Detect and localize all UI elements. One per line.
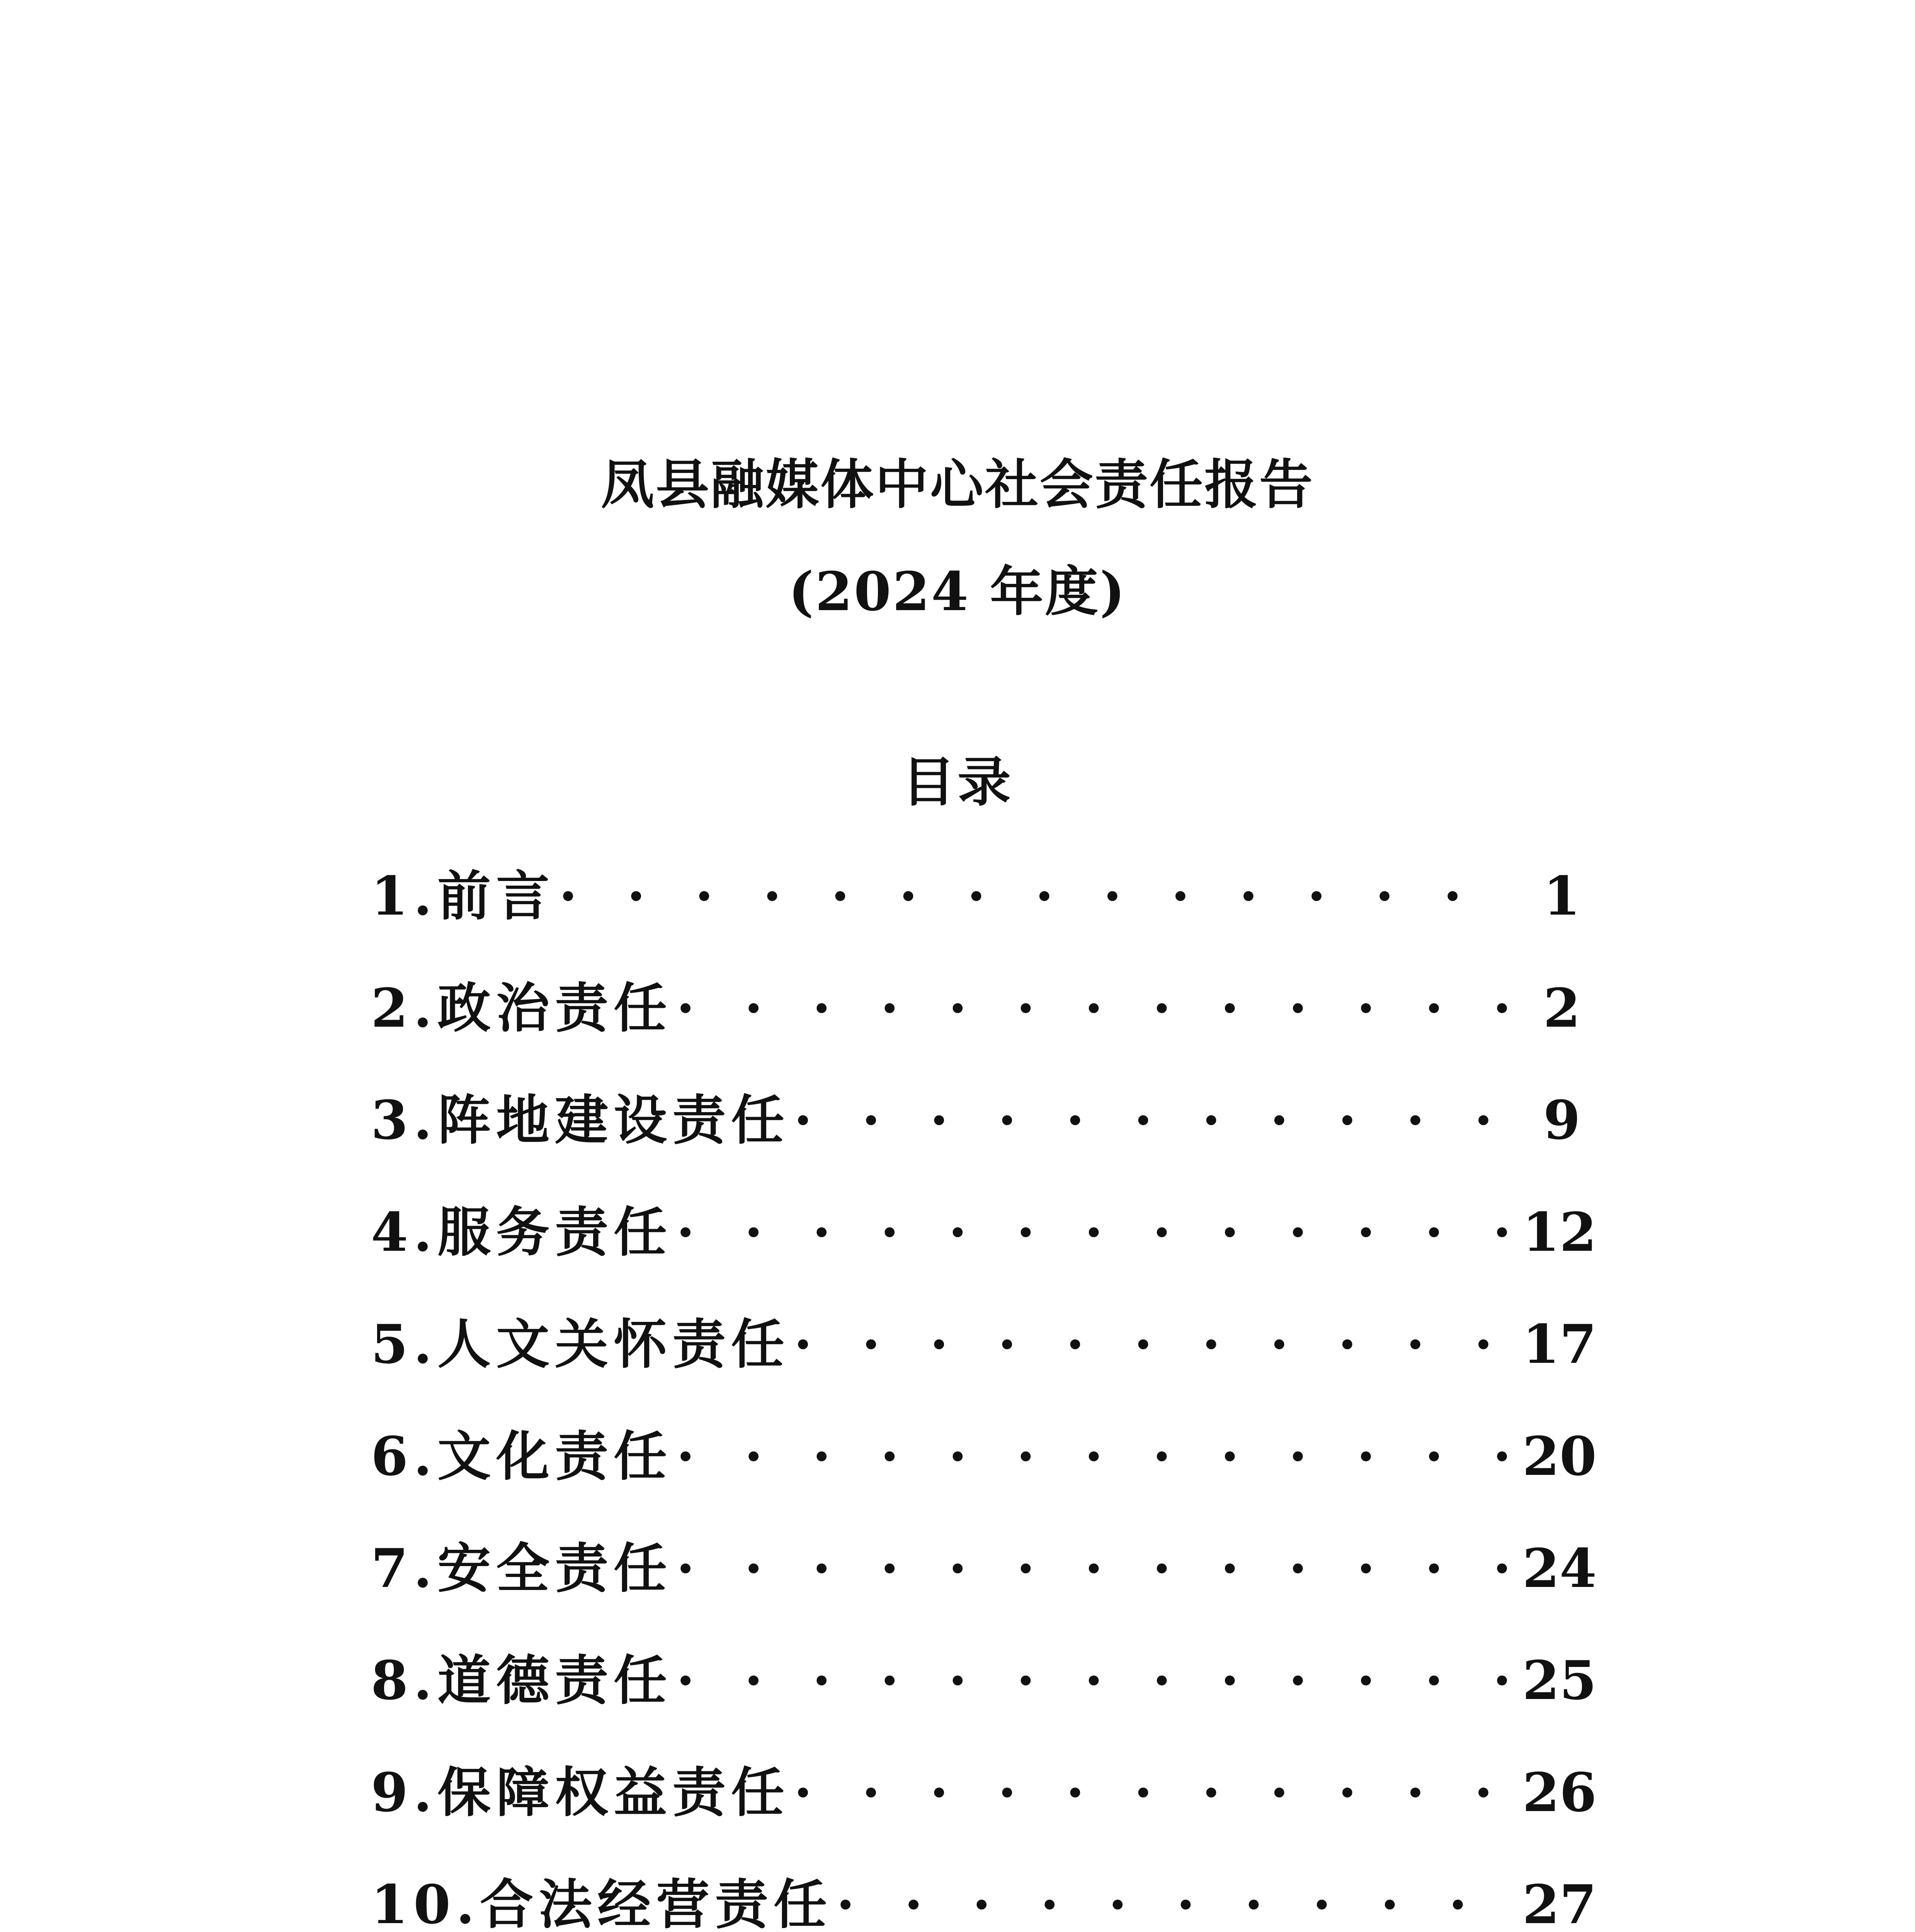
toc-entry-service[interactable] <box>371 1201 1597 1318</box>
toc-page-number: 9 <box>1543 1088 1580 1151</box>
toc-heading: 目录 <box>901 750 1013 813</box>
toc-entry-political[interactable] <box>371 976 1580 1094</box>
toc-entry-label: 5.人文关怀责任 <box>371 1313 790 1376</box>
toc-entry-label: 2.政治责任 <box>371 976 673 1039</box>
toc-entry-position[interactable] <box>371 1088 1580 1206</box>
toc-leader-dots <box>794 1318 1515 1371</box>
toc-leader-dots <box>559 869 1515 923</box>
toc-page-number: 2 <box>1543 976 1580 1039</box>
toc-entry-label: 4.服务责任 <box>371 1201 673 1264</box>
toc-entry-rights[interactable] <box>371 1761 1597 1878</box>
toc-page-number: 26 <box>1522 1761 1597 1824</box>
toc-entry-label: 1.前言 <box>371 864 555 927</box>
report-year: (2024 年度) <box>788 560 1127 623</box>
toc-page-number: 27 <box>1522 1873 1597 1932</box>
toc-leader-dots <box>676 1206 1515 1259</box>
toc-entry-humanistic[interactable] <box>371 1313 1597 1430</box>
toc-leader-dots <box>676 1542 1515 1595</box>
toc-page-number: 1 <box>1543 864 1580 927</box>
toc-leader-dots <box>836 1878 1515 1931</box>
toc-entry-label: 8.道德责任 <box>371 1649 673 1712</box>
toc-leader-dots <box>794 1094 1515 1147</box>
toc-leader-dots <box>676 981 1515 1035</box>
toc-page-number: 20 <box>1522 1425 1597 1488</box>
toc-page-number: 24 <box>1522 1537 1597 1600</box>
toc-entry-label: 3.阵地建设责任 <box>371 1088 790 1151</box>
toc-entry-culture[interactable] <box>371 1425 1597 1542</box>
toc-page-number: 12 <box>1522 1201 1597 1264</box>
toc-page-number: 25 <box>1522 1649 1597 1712</box>
toc-entry-label: 9.保障权益责任 <box>371 1761 790 1824</box>
toc-leader-dots <box>676 1430 1515 1483</box>
toc-entry-preface[interactable] <box>371 864 1580 981</box>
toc-entry-label: 7.安全责任 <box>371 1537 673 1600</box>
toc-leader-dots <box>676 1654 1515 1707</box>
toc-entry-ethics[interactable] <box>371 1649 1597 1766</box>
toc-page-number: 17 <box>1522 1313 1597 1376</box>
table-of-contents <box>371 864 1597 1932</box>
toc-entry-label: 10.合法经营责任 <box>371 1873 833 1932</box>
report-title: 凤县融媒体中心社会责任报告 <box>600 453 1314 516</box>
toc-entry-legal-operation[interactable] <box>371 1873 1597 1932</box>
toc-leader-dots <box>794 1766 1515 1819</box>
toc-entry-label: 6.文化责任 <box>371 1425 673 1488</box>
toc-entry-safety[interactable] <box>371 1537 1597 1654</box>
